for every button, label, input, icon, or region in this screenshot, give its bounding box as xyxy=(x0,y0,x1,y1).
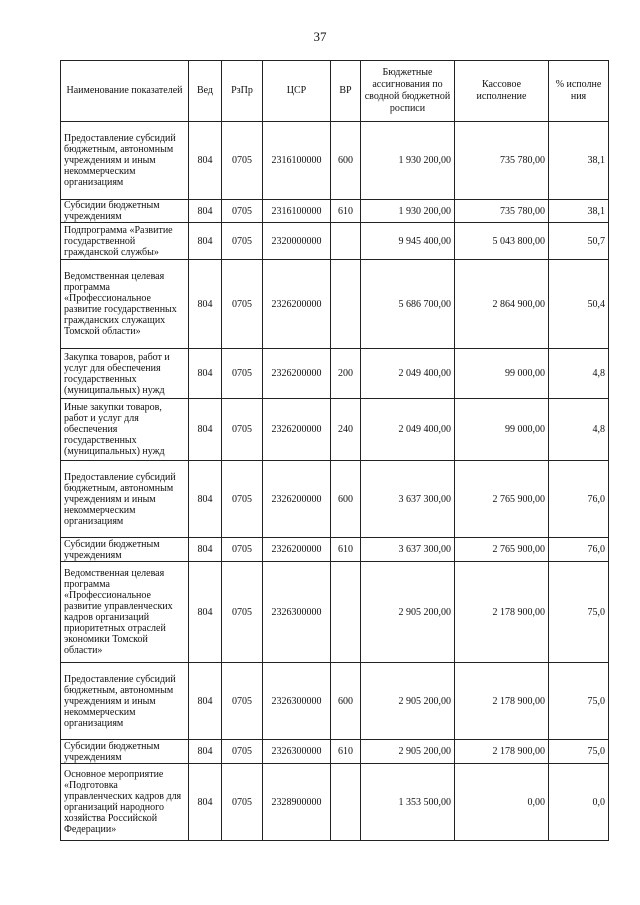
table-row xyxy=(61,260,609,349)
row-percent: 75,0 xyxy=(549,663,609,740)
table-row xyxy=(61,122,609,200)
row-cash: 2 864 900,00 xyxy=(455,260,549,349)
row-ved: 804 xyxy=(189,538,222,562)
row-rzpr: 0705 xyxy=(222,399,263,461)
row-cash: 99 000,00 xyxy=(455,399,549,461)
header-name: Наименование показателей xyxy=(61,61,189,122)
table-row xyxy=(61,764,609,841)
row-allocation: 3 637 300,00 xyxy=(361,538,455,562)
row-vr: 600 xyxy=(331,663,361,740)
row-csr: 2326300000 xyxy=(263,740,331,764)
row-allocation: 2 905 200,00 xyxy=(361,740,455,764)
row-rzpr: 0705 xyxy=(222,663,263,740)
row-cash: 2 178 900,00 xyxy=(455,562,549,663)
row-name: Подпрограмма «Развитие государственной гражданской службы» xyxy=(61,223,189,260)
row-rzpr: 0705 xyxy=(222,764,263,841)
row-allocation: 9 945 400,00 xyxy=(361,223,455,260)
row-ved: 804 xyxy=(189,349,222,399)
row-rzpr: 0705 xyxy=(222,122,263,200)
row-csr: 2326200000 xyxy=(263,461,331,538)
row-percent: 38,1 xyxy=(549,200,609,223)
row-csr: 2328900000 xyxy=(263,764,331,841)
row-cash: 99 000,00 xyxy=(455,349,549,399)
row-name: Ведомственная целевая программа «Профессиональное развитие государственных гражданских служащих Томской области» xyxy=(61,260,189,349)
row-cash: 735 780,00 xyxy=(455,200,549,223)
header-rzpr: РзПр xyxy=(222,61,263,122)
row-csr: 2320000000 xyxy=(263,223,331,260)
page-number: 37 xyxy=(313,29,327,44)
row-rzpr: 0705 xyxy=(222,223,263,260)
row-percent: 4,8 xyxy=(549,399,609,461)
table-row xyxy=(61,740,609,764)
header-percent: % исполне ния xyxy=(549,61,609,122)
row-cash: 2 765 900,00 xyxy=(455,538,549,562)
row-rzpr: 0705 xyxy=(222,538,263,562)
row-ved: 804 xyxy=(189,223,222,260)
row-name: Основное мероприятие «Подготовка управленческих кадров для организаций народного хозяйства Российской Федерации» xyxy=(61,764,189,841)
row-ved: 804 xyxy=(189,740,222,764)
table-header-row xyxy=(61,61,609,122)
row-csr: 2326200000 xyxy=(263,260,331,349)
header-allocation: Бюджетные ассигнования по сводной бюджетной росписи xyxy=(361,61,455,122)
row-rzpr: 0705 xyxy=(222,349,263,399)
row-percent: 76,0 xyxy=(549,538,609,562)
row-allocation: 2 049 400,00 xyxy=(361,349,455,399)
row-name: Субсидии бюджетным учреждениям xyxy=(61,538,189,562)
table-row xyxy=(61,200,609,223)
row-name: Субсидии бюджетным учреждениям xyxy=(61,200,189,223)
row-cash: 0,00 xyxy=(455,764,549,841)
row-allocation: 2 905 200,00 xyxy=(361,663,455,740)
row-allocation: 5 686 700,00 xyxy=(361,260,455,349)
row-csr: 2326200000 xyxy=(263,399,331,461)
row-percent: 76,0 xyxy=(549,461,609,538)
row-percent: 4,8 xyxy=(549,349,609,399)
row-vr: 200 xyxy=(331,349,361,399)
row-allocation: 1 930 200,00 xyxy=(361,200,455,223)
row-vr: 240 xyxy=(331,399,361,461)
row-vr: 600 xyxy=(331,461,361,538)
row-vr xyxy=(331,764,361,841)
row-vr: 610 xyxy=(331,538,361,562)
row-ved: 804 xyxy=(189,200,222,223)
row-allocation: 1 930 200,00 xyxy=(361,122,455,200)
row-cash: 735 780,00 xyxy=(455,122,549,200)
header-cash-execution: Кассовое исполнение xyxy=(455,61,549,122)
row-ved: 804 xyxy=(189,260,222,349)
header-csr: ЦСР xyxy=(263,61,331,122)
row-allocation: 2 905 200,00 xyxy=(361,562,455,663)
row-vr xyxy=(331,223,361,260)
table-row xyxy=(61,663,609,740)
row-name: Предоставление субсидий бюджетным, автономным учреждениям и иным некоммерческим организациям xyxy=(61,663,189,740)
row-percent: 38,1 xyxy=(549,122,609,200)
table-row xyxy=(61,562,609,663)
row-csr: 2316100000 xyxy=(263,200,331,223)
row-csr: 2316100000 xyxy=(263,122,331,200)
header-vr: ВР xyxy=(331,61,361,122)
row-percent: 75,0 xyxy=(549,740,609,764)
row-cash: 2 178 900,00 xyxy=(455,740,549,764)
row-cash: 2 178 900,00 xyxy=(455,663,549,740)
row-percent: 0,0 xyxy=(549,764,609,841)
table-row xyxy=(61,349,609,399)
row-cash: 2 765 900,00 xyxy=(455,461,549,538)
row-rzpr: 0705 xyxy=(222,740,263,764)
row-name: Субсидии бюджетным учреждениям xyxy=(61,740,189,764)
row-rzpr: 0705 xyxy=(222,562,263,663)
row-name: Закупка товаров, работ и услуг для обеспечения государственных (муниципальных) нужд xyxy=(61,349,189,399)
table-row xyxy=(61,538,609,562)
table-row xyxy=(61,461,609,538)
row-vr xyxy=(331,260,361,349)
row-allocation: 2 049 400,00 xyxy=(361,399,455,461)
row-rzpr: 0705 xyxy=(222,461,263,538)
row-name: Предоставление субсидий бюджетным, автономным учреждениям и иным некоммерческим организациям xyxy=(61,122,189,200)
row-cash: 5 043 800,00 xyxy=(455,223,549,260)
row-ved: 804 xyxy=(189,461,222,538)
row-allocation: 3 637 300,00 xyxy=(361,461,455,538)
row-csr: 2326200000 xyxy=(263,538,331,562)
row-rzpr: 0705 xyxy=(222,200,263,223)
row-name: Предоставление субсидий бюджетным, автономным учреждениям и иным некоммерческим организациям xyxy=(61,461,189,538)
table-row xyxy=(61,399,609,461)
row-name: Иные закупки товаров, работ и услуг для обеспечения государственных (муниципальных) нужд xyxy=(61,399,189,461)
row-percent: 50,7 xyxy=(549,223,609,260)
table-row xyxy=(61,223,609,260)
row-rzpr: 0705 xyxy=(222,260,263,349)
row-name: Ведомственная целевая программа «Профессиональное развитие управленческих кадров организаций приоритетных отраслей экономики Томской области» xyxy=(61,562,189,663)
row-csr: 2326300000 xyxy=(263,663,331,740)
row-vr xyxy=(331,562,361,663)
row-ved: 804 xyxy=(189,764,222,841)
row-csr: 2326300000 xyxy=(263,562,331,663)
row-ved: 804 xyxy=(189,562,222,663)
row-vr: 600 xyxy=(331,122,361,200)
row-ved: 804 xyxy=(189,122,222,200)
row-percent: 75,0 xyxy=(549,562,609,663)
row-vr: 610 xyxy=(331,200,361,223)
row-percent: 50,4 xyxy=(549,260,609,349)
budget-table xyxy=(60,60,609,841)
header-ved: Вед xyxy=(189,61,222,122)
row-ved: 804 xyxy=(189,663,222,740)
row-ved: 804 xyxy=(189,399,222,461)
row-allocation: 1 353 500,00 xyxy=(361,764,455,841)
row-csr: 2326200000 xyxy=(263,349,331,399)
row-vr: 610 xyxy=(331,740,361,764)
